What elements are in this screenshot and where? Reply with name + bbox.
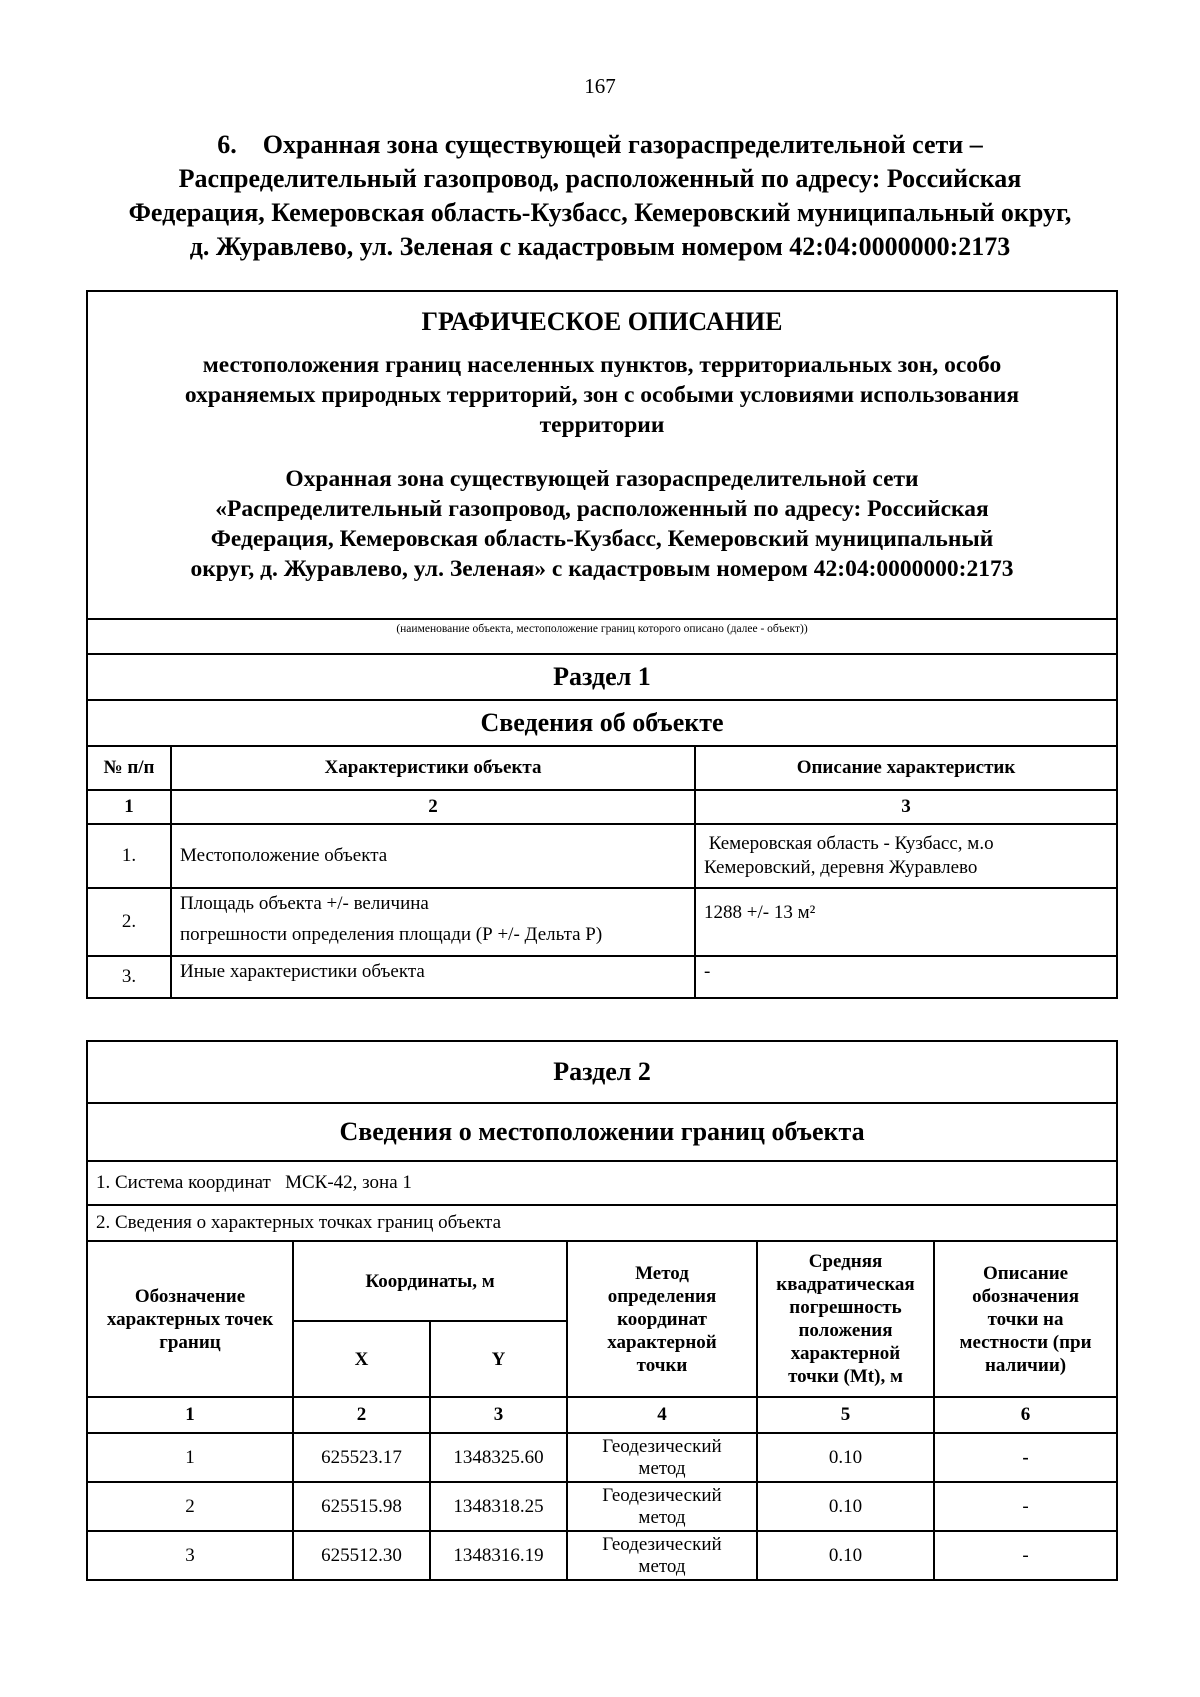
row-number: 2. — [87, 888, 171, 956]
method-line: метод — [638, 1555, 686, 1577]
header-line: погрешность — [789, 1297, 902, 1318]
document-heading — [80, 128, 1120, 264]
graphic-title: ГРАФИЧЕСКОЕ ОПИСАНИЕ — [421, 307, 783, 336]
row-name-line: погрешности определения площади (Р +/- Дельта Р) — [180, 924, 603, 945]
header-line: точки (Mt), м — [788, 1366, 903, 1387]
header-line: характерной — [790, 1343, 901, 1364]
method-line: метод — [638, 1457, 686, 1479]
header-x: X — [293, 1321, 430, 1397]
index-cell: 2 — [171, 790, 695, 824]
index-cell: 2 — [293, 1397, 430, 1433]
heading-line-4: д. Журавлево, ул. Зеленая с кадастровым номером 42:04:0000000:2173 — [189, 232, 1011, 261]
table-row — [87, 888, 1117, 956]
index-cell: 3 — [695, 790, 1117, 824]
point-description: - — [934, 1531, 1117, 1580]
section1-title: Раздел 1 — [87, 654, 1117, 700]
header-line: координат — [617, 1308, 707, 1330]
row-name: Иные характеристики объекта — [171, 956, 695, 998]
heading-line-1 — [80, 128, 1120, 162]
index-cell: 3 — [430, 1397, 567, 1433]
graphic-object-line: Охранная зона существующей газораспределительной сети — [285, 466, 919, 492]
table-row — [87, 824, 1117, 888]
point-method — [567, 1433, 757, 1482]
header-line: границ — [159, 1331, 221, 1353]
point-y: 1348316.19 — [430, 1531, 567, 1580]
header-line: квадратическая — [776, 1274, 915, 1295]
header-line: определения — [607, 1285, 717, 1307]
method-line: Геодезический — [602, 1484, 722, 1506]
point-x: 625523.17 — [293, 1433, 430, 1482]
table-row — [87, 1433, 1117, 1482]
header-number: № п/п — [87, 746, 171, 790]
header-designation — [87, 1241, 293, 1397]
method-line: Геодезический — [602, 1533, 722, 1555]
header-line: местности (при — [959, 1331, 1092, 1353]
row-name — [171, 888, 695, 956]
row-value: 1288 +/- 13 м² — [695, 888, 1117, 956]
point-mt: 0.10 — [757, 1433, 934, 1482]
coordinate-system: 1. Система координат МСК-42, зона 1 — [87, 1161, 1117, 1205]
point-description: - — [934, 1482, 1117, 1531]
graphic-object-line: Федерация, Кемеровская область-Кузбасс, Кемеровский муниципальный — [210, 526, 994, 552]
graphic-object-line: «Распределительный газопровод, расположенный по адресу: Российская — [215, 496, 989, 522]
table-row — [87, 1531, 1117, 1580]
table-row — [87, 956, 1117, 998]
point-y: 1348318.25 — [430, 1482, 567, 1531]
section2-title: Раздел 2 — [87, 1041, 1117, 1103]
header-line: обозначения — [972, 1285, 1079, 1307]
row-value-line: Кемеровский, деревня Журавлево — [704, 857, 978, 878]
point-method — [567, 1482, 757, 1531]
point-x: 625512.30 — [293, 1531, 430, 1580]
heading-line-2: Распределительный газопровод, расположенный по адресу: Российская — [178, 164, 1022, 193]
index-cell: 4 — [567, 1397, 757, 1433]
header-line: наличии) — [984, 1354, 1067, 1376]
row-number: 3. — [87, 956, 171, 998]
header-line: Обозначение — [134, 1285, 246, 1307]
row-value-line: Кемеровская область - Кузбасс, м.о — [704, 833, 994, 854]
header-line: Метод — [635, 1262, 689, 1284]
header-coordinates: Координаты, м — [293, 1241, 567, 1321]
header-mean-error — [757, 1241, 934, 1397]
graphic-subtitle-line: охраняемых природных территорий, зон с особыми условиями использования — [184, 382, 1020, 408]
points-info: 2. Сведения о характерных точках границ объекта — [87, 1205, 1117, 1241]
header-line: точки — [636, 1354, 688, 1376]
point-id: 3 — [87, 1531, 293, 1580]
object-note: (наименование объекта, местоположение границ которого описано (далее - объект)) — [87, 619, 1117, 654]
point-mt: 0.10 — [757, 1482, 934, 1531]
graphic-subtitle-line: местоположения границ населенных пунктов, территориальных зон, особо — [202, 352, 1002, 378]
index-cell: 1 — [87, 790, 171, 824]
index-cell: 1 — [87, 1397, 293, 1433]
point-x: 625515.98 — [293, 1482, 430, 1531]
graphic-object-line: округ, д. Журавлево, ул. Зеленая» с кадастровым номером 42:04:0000000:2173 — [190, 556, 1014, 582]
graphic-description-cell — [87, 291, 1117, 619]
row-name-line: Площадь объекта +/- величина — [180, 893, 429, 914]
row-number: 1. — [87, 824, 171, 888]
index-cell: 6 — [934, 1397, 1117, 1433]
graphic-object-name — [88, 464, 1116, 584]
section1-table — [86, 290, 1118, 999]
header-line: характерных точек — [106, 1308, 274, 1330]
point-y: 1348325.60 — [430, 1433, 567, 1482]
method-line: метод — [638, 1506, 686, 1528]
header-line: Средняя — [808, 1251, 883, 1272]
row-value — [695, 824, 1117, 888]
header-y: Y — [430, 1321, 567, 1397]
graphic-subtitle — [88, 350, 1116, 440]
header-characteristics: Характеристики объекта — [171, 746, 695, 790]
header-line: характерной — [607, 1331, 717, 1353]
header-method — [567, 1241, 757, 1397]
heading-line-3: Федерация, Кемеровская область-Кузбасс, Кемеровский муниципальный округ, — [128, 198, 1072, 227]
section1-subtitle: Сведения об объекте — [87, 700, 1117, 746]
table-row — [87, 1482, 1117, 1531]
header-line: Описание — [982, 1262, 1069, 1284]
point-id: 1 — [87, 1433, 293, 1482]
section2-table — [86, 1040, 1118, 1581]
point-description: - — [934, 1433, 1117, 1482]
point-id: 2 — [87, 1482, 293, 1531]
header-line: точки на — [987, 1308, 1064, 1330]
header-description: Описание характеристик — [695, 746, 1117, 790]
header-point-description — [934, 1241, 1117, 1397]
index-cell: 5 — [757, 1397, 934, 1433]
header-line: положения — [798, 1320, 893, 1341]
row-name: Местоположение объекта — [171, 824, 695, 888]
heading-text-1: Охранная зона существующей газораспределительной сети – — [262, 130, 983, 159]
row-value: - — [695, 956, 1117, 998]
method-line: Геодезический — [602, 1435, 722, 1457]
heading-number: 6. — [217, 130, 237, 159]
graphic-subtitle-line: территории — [539, 412, 665, 438]
page-number: 167 — [584, 74, 616, 98]
point-method — [567, 1531, 757, 1580]
point-mt: 0.10 — [757, 1531, 934, 1580]
section2-subtitle: Сведения о местоположении границ объекта — [87, 1103, 1117, 1161]
